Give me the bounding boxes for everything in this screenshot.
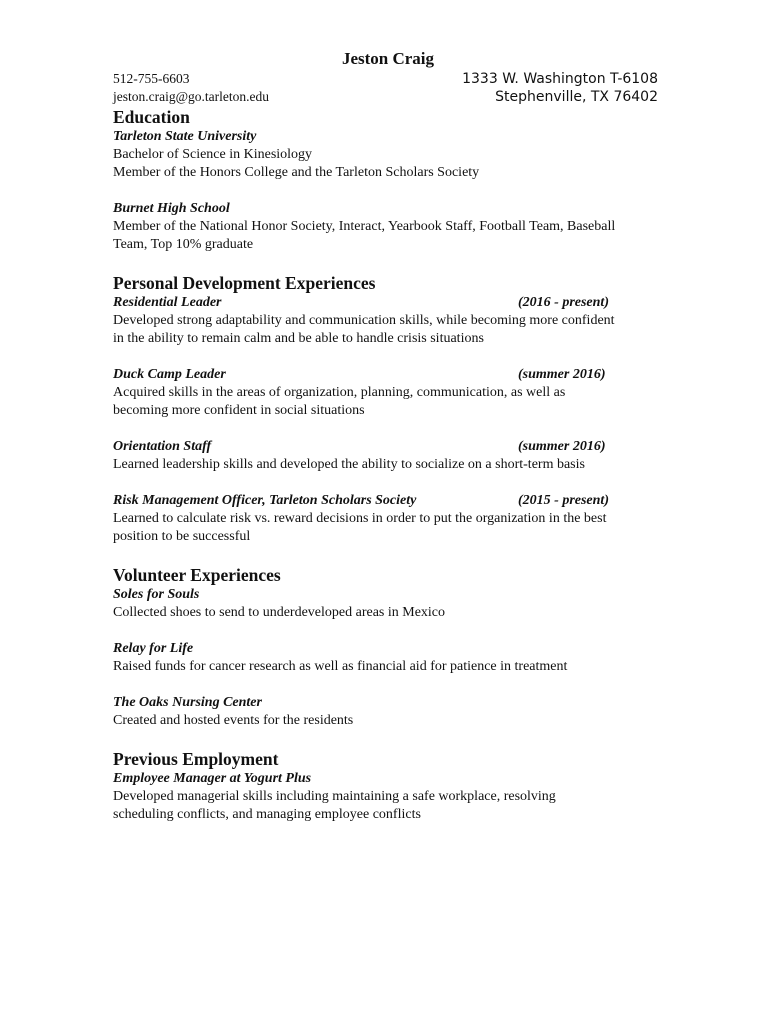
email-address: jeston.craig@go.tarleton.edu [113,89,270,104]
address-line-1: 1333 W. Washington T-6108 [462,71,658,87]
experience-title-row [113,492,658,510]
experience-title-row [113,438,658,456]
education-entry [113,128,658,182]
experience-line: Acquired skills in the areas of organization, planning, communication, as well as [113,385,566,400]
volunteer-org: The Oaks Nursing Center [113,695,262,710]
experience-entry [113,366,658,420]
experience-date: (2016 - present) [518,295,609,310]
employment-line: scheduling conflicts, and managing employee conflicts [113,807,421,822]
school-name: Burnet High School [113,201,230,216]
experience-line: position to be successful [113,529,251,544]
school-name: Tarleton State University [113,129,257,144]
volunteer-description: Raised funds for cancer research as well as financial aid for patience in treatment [113,659,568,674]
education-line: Team, Top 10% graduate [113,237,254,252]
experience-line: Developed strong adaptability and communication skills, while becoming more confident [113,313,615,328]
contact-row-1 [113,70,658,88]
resume-name: Jeston Craig [341,49,435,68]
contact-row-2 [113,88,658,106]
education-line: Bachelor of Science in Kinesiology [113,147,313,162]
experience-date: (summer 2016) [518,439,606,454]
address-line-2: Stephenville, TX 76402 [495,89,658,105]
volunteer-description: Created and hosted events for the residents [113,713,354,728]
volunteer-entry [113,586,658,622]
experience-role: Orientation Staff [113,439,212,454]
volunteer-org: Soles for Souls [113,587,200,602]
experience-entry [113,294,658,348]
employment-heading: Previous Employment [113,749,279,769]
volunteer-description: Collected shoes to send to underdeveloped areas in Mexico [113,605,446,620]
experience-line: Learned to calculate risk vs. reward decisions in order to put the organization in the best [113,511,607,526]
volunteer-org: Relay for Life [113,641,194,656]
experience-date: (summer 2016) [518,367,606,382]
volunteer-entry [113,694,658,730]
experience-line: in the ability to remain calm and be able to handle crisis situations [113,331,484,346]
experience-line: becoming more confident in social situations [113,403,365,418]
resume-page [113,48,658,824]
education-heading: Education [113,107,190,127]
experience-role: Residential Leader [113,295,222,310]
employment-role: Employee Manager at Yogurt Plus [113,771,312,786]
experience-date: (2015 - present) [518,493,609,508]
employment-line: Developed managerial skills including maintaining a safe workplace, resolving [113,789,556,804]
phone-number: 512-755-6603 [113,71,190,86]
experience-line: Learned leadership skills and developed the ability to socialize on a short-term basis [113,457,585,472]
employment-entry [113,770,658,824]
personal-development-heading: Personal Development Experiences [113,273,376,293]
volunteer-heading: Volunteer Experiences [113,565,281,585]
experience-entry [113,492,658,546]
experience-entry [113,438,658,474]
education-line: Member of the Honors College and the Tarleton Scholars Society [113,165,480,180]
volunteer-entry [113,640,658,676]
experience-title-row [113,366,658,384]
education-entry [113,200,658,254]
experience-role: Duck Camp Leader [113,367,226,382]
experience-role: Risk Management Officer, Tarleton Scholars Society [113,493,417,508]
education-line: Member of the National Honor Society, Interact, Yearbook Staff, Football Team, Baseball [113,219,616,234]
experience-title-row [113,294,658,312]
